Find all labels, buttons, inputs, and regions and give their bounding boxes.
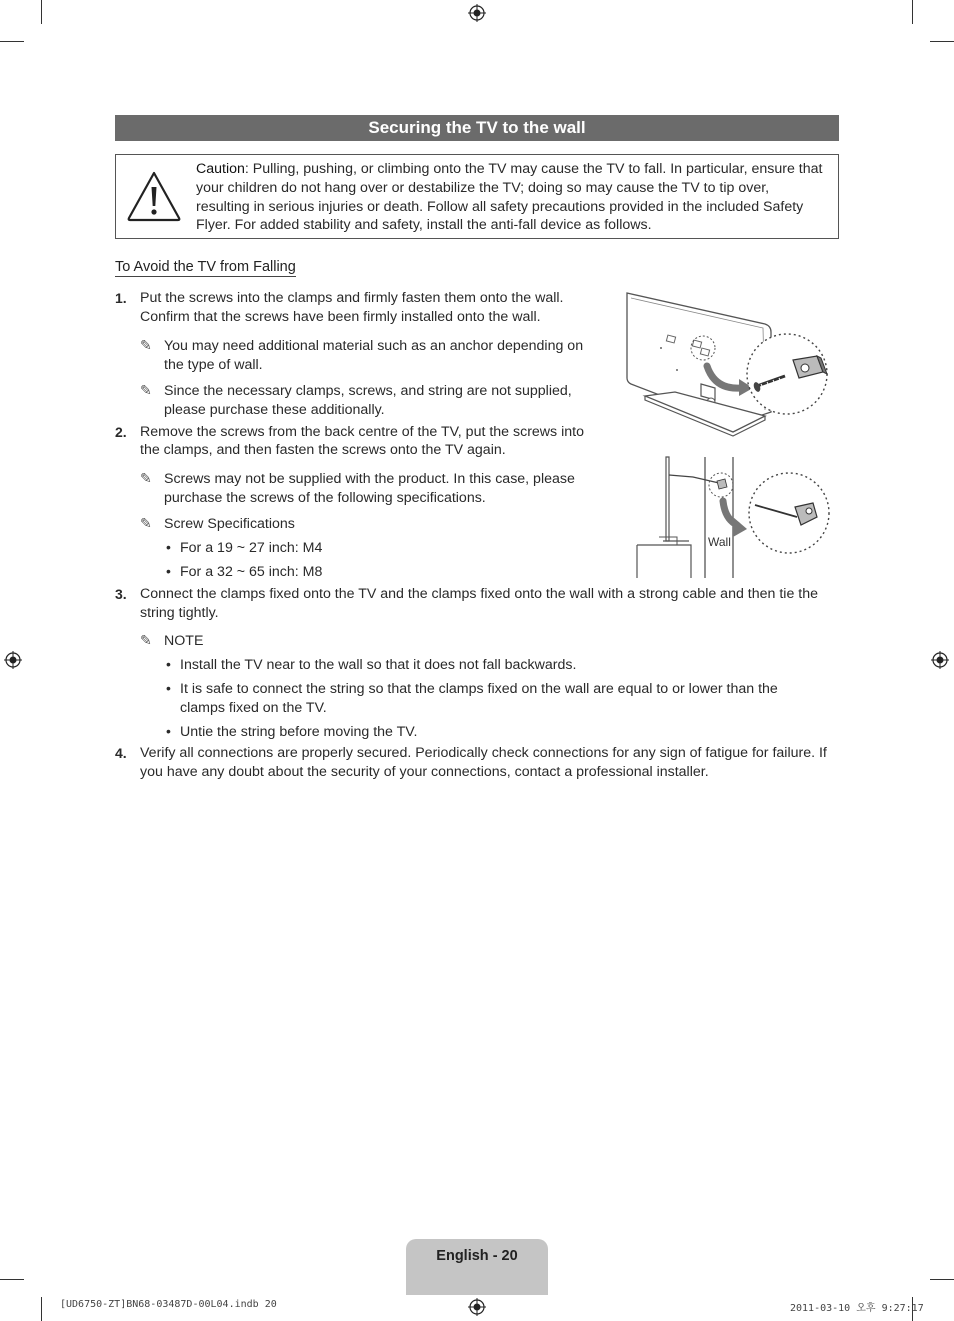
step-text: Connect the clamps fixed onto the TV and the clamps fixed onto the wall with a strong cable and then tie the	[140, 586, 818, 602]
caution-text	[196, 160, 826, 235]
page-number-tab	[406, 1239, 548, 1295]
note-text: Screw Specifications	[164, 516, 295, 532]
caution-body: : Pulling, pushing, or climbing onto the TV may cause the TV to fall. In particular, ensure that your children do not hang over or destabilize the TV; doing so may cause the TV to tip over, resulting in serious injuries or death. Follow all safety precautions provided in the included Safety Flyer. For added stability and safety, install the anti-fall device as follows.	[196, 161, 823, 234]
print-timestamp: 2011-03-10 오후 9:27:17	[790, 1303, 924, 1314]
registration-mark-icon	[4, 651, 22, 669]
bullet-icon: •	[166, 539, 171, 555]
warning-icon	[126, 170, 182, 222]
note-text: Since the necessary clamps, screws, and string are not supplied,	[164, 383, 572, 399]
step-text: Confirm that the screws have been firmly installed onto the wall.	[140, 309, 541, 325]
bullet-text: It is safe to connect the string so that the clamps fixed on the wall are equal to or lower than the	[180, 681, 778, 697]
section-title: Securing the TV to the wall	[115, 115, 839, 141]
bullet-text: For a 32 ~ 65 inch: M8	[180, 564, 323, 580]
note-pencil-icon: ✎	[140, 632, 152, 648]
bullet-text: For a 19 ~ 27 inch: M4	[180, 540, 323, 556]
note-text: the type of wall.	[164, 357, 263, 373]
wall-label: Wall	[708, 535, 731, 549]
step-text: Put the screws into the clamps and firmly fasten them onto the wall.	[140, 290, 564, 306]
note-pencil-icon: ✎	[140, 470, 152, 486]
step-text: you have any doubt about the security of your connections, contact a professional installer.	[140, 764, 709, 780]
bullet-icon: •	[166, 656, 171, 672]
note-label: NOTE	[164, 633, 204, 649]
registration-mark-icon	[468, 1298, 486, 1316]
print-file-info: [UD6750-ZT]BN68-03487D-00L04.indb 20	[60, 1299, 277, 1310]
step-text: Remove the screws from the back centre of the TV, put the screws into	[140, 424, 584, 440]
bullet-text: Untie the string before moving the TV.	[180, 724, 418, 740]
wall-string-illustration	[633, 455, 837, 578]
step-number: 2.	[115, 424, 127, 440]
bullet-icon: •	[166, 723, 171, 739]
step-number: 4.	[115, 745, 127, 761]
bullet-text: clamps fixed on the TV.	[180, 700, 327, 716]
step-number: 3.	[115, 586, 127, 602]
note-text: please purchase these additionally.	[164, 402, 385, 418]
step-text: Verify all connections are properly secured. Periodically check connections for any sign of fatigue for failure. If	[140, 745, 827, 761]
step-text: the clamps, and then fasten the screws onto the TV again.	[140, 442, 506, 458]
bullet-text: Install the TV near to the wall so that it does not fall backwards.	[180, 657, 577, 673]
note-text: Screws may not be supplied with the product. In this case, please	[164, 471, 575, 487]
caution-label: Caution	[196, 161, 245, 177]
bullet-icon: •	[166, 563, 171, 579]
registration-mark-icon	[468, 4, 486, 22]
subheading: To Avoid the TV from Falling	[115, 259, 296, 275]
note-pencil-icon: ✎	[140, 382, 152, 398]
note-text: purchase the screws of the following specifications.	[164, 490, 486, 506]
bullet-icon: •	[166, 680, 171, 696]
caution-box	[115, 154, 839, 239]
registration-mark-icon	[931, 651, 949, 669]
note-pencil-icon: ✎	[140, 515, 152, 531]
note-text: You may need additional material such as an anchor depending on	[164, 338, 584, 354]
tv-back-clamp-illustration	[615, 288, 837, 446]
note-pencil-icon: ✎	[140, 337, 152, 353]
step-number: 1.	[115, 290, 127, 306]
step-text: string tightly.	[140, 605, 219, 621]
page-label: English - 20	[436, 1248, 518, 1264]
